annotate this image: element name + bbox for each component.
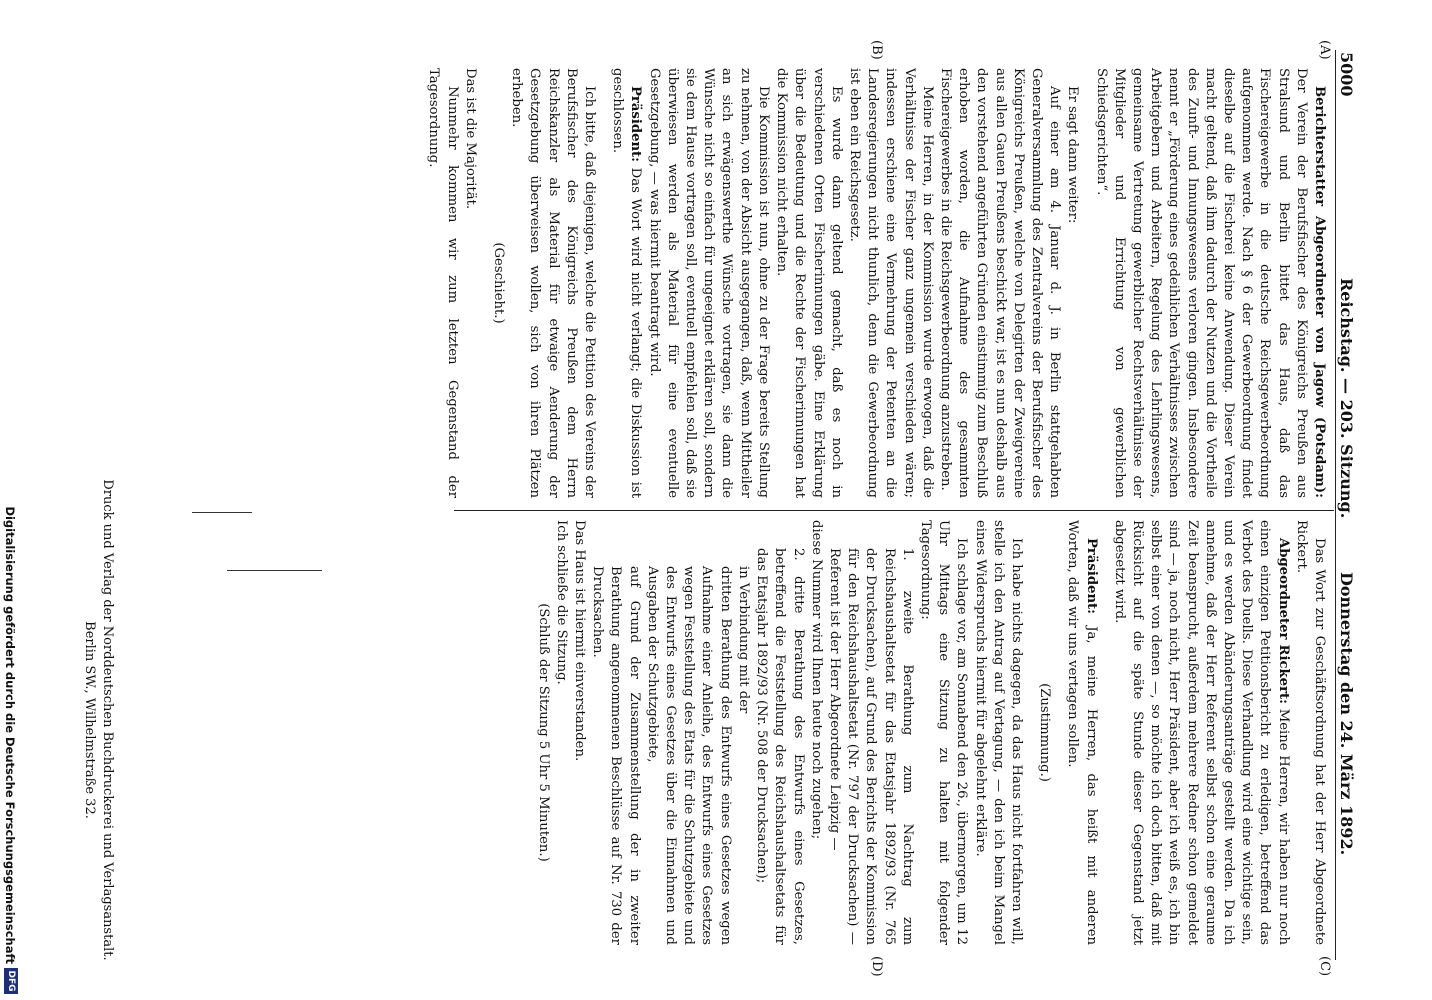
- paragraph-gap: [1025, 520, 1035, 945]
- session-date: Donnerstag den 24. März 1892.: [1337, 572, 1356, 856]
- paragraph: Er sagt dann weiter:: [1065, 86, 1081, 224]
- imprint-publisher: Druck und Verlag der Norddeutschen Buchdruckerei und Verlagsanstalt.: [100, 479, 115, 961]
- paragraph: Die Kommission ist nun, ohne zu der Frage bereits Stellung zu nehmen, von der Absicht ausgegangen, daß, wenn Mittheiler an sich erwägenswerthe Wünsche vortragen, sie dann die Wünsche nicht so einfach für ungeeignet erklären soll, sondern sie dem Hause vortragen soll, eventuell empfehlen soll, daß sie überwiesen werden als Material für eine eventuelle Gesetzgebung, — was hiermit beantragt wird.: [646, 68, 771, 498]
- paragraph: Das Wort zur Geschäftsordnung hat der Herr Abgeordnete Rickert.: [1293, 520, 1327, 945]
- agenda-item: 1. zweite Berathung zum Nachtrag zum Reichshaushaltsetat für das Etatsjahr 1892/93 (Nr. 765 der Drucksachen), auf Grund des Berichts der Kommission für den Reichshaushaltsetat (Nr. 797 der Drucksachen) — Referent ist der Herr Abgeordnete Leipzig —: [826, 548, 915, 945]
- paragraph-gap: [1081, 68, 1091, 498]
- end-separator-line: [227, 570, 322, 571]
- speech-text: Meine Herren, wir haben nur noch einen einzigen Petitionsbericht zu erledigen, betreffend das Verbot des Duells. Diese Verhandlung wird eine wichtige sein, und es werden Abänderungsanträge gestellt werden. Da ich annehme, daß der Herr Referent selbst schon eine geraume Zeit beansprucht, außerdem mehrere Redner schon gemeldet sind — ja, noch nicht, Herr Präsident, aber ich weiß es, ich bin selbst einer von denen —, so möchte ich doch bitten, daß mit Rücksicht auf die späte Stunde dieser Gegenstand jetzt abgesetzt wird.: [1111, 520, 1291, 945]
- paragraph: Ich schließe die Sitzung.: [553, 520, 569, 685]
- paragraph: Auf einer am 4. Januar d. J. in Berlin stattgehabten Generalversammlung des Zentralvereins der Berufsfischer des Königreichs Preußen, welche von Delegirten der Zweigvereine aus allen Gauen Preußens beschickt war, ist es nun deshalb aus den vorstehend angeführten Gründen einstimmig zum Beschluß erhoben worden, die Aufnahme des gesammten Fischereigewerbes in die Reichsgewerbeordnung anzustreben.: [937, 68, 1063, 498]
- interjection: (Schluß der Sitzung 5 Uhr 5 Minuten.): [535, 603, 551, 862]
- paragraph: Das Haus ist hiermit einverstanden.: [572, 520, 588, 762]
- paragraph: diese Nummer wird Ihnen heute noch zugehen;: [808, 520, 824, 840]
- paragraph: Ich habe nichts dagegen, da das Haus nicht fortfahren will, stelle ich den Antrag auf Vertagung, — den ich beim Mangel eines Widerspruchs hiermit für abgelehnt erkläre.: [972, 520, 1024, 945]
- paragraph-gap: [523, 520, 533, 945]
- agenda-subitem: auf Grund der Zusammenstellung der in zweiter Berathung angenommenen Beschlüsse auf Nr. 730 der Drucksachen.: [590, 566, 642, 945]
- margin-mark-a: (A): [1317, 40, 1332, 60]
- speech-text: Der Verein der Berufsfischer des Königreichs Preußen aus Stralsund und Berlin bittet das Haus, daß das Fischereigewerbe in die deutsche Reichsgewerbeordnung aufgenommen werde. Nach § 6 der Gewerbeordnung findet dieselbe auf die Fischerei keine Anwendung. Dieser Verein macht geltend, daß ihm dadurch der Nutzen und die Vortheile des Zunft- und Innungswesens verloren gingen. Insbesondere nennt er „Förderung eines gedeihlichen Verhältnisses zwischen Arbeitgebern und Arbeitern, Regelung des Lehrlingswesens, gemeinsame Vertretung gewerblicher Rechtsverhältnisse der Mitglieder und Errichtung von gewerblichen Schiedsgerichten“.: [1093, 68, 1309, 498]
- digitization-footer: [0, 100, 20, 1000]
- dfg-logo: DFG: [4, 968, 18, 994]
- agenda-subitem: in Verbindung mit der: [735, 566, 751, 714]
- paragraph: Ich schlage vor, am Sonnabend den 26., übermorgen, um 12 Uhr Mittags eine Sitzung zu halten mit folgender Tagesordnung:: [917, 520, 970, 945]
- column-divider: [454, 510, 1334, 511]
- speech-text: Ja, meine Herren, das heißt mit anderen Worten, daß wir uns vertagen sollen.: [1065, 520, 1099, 945]
- running-head: [1334, 0, 1360, 1000]
- imprint: [80, 440, 116, 1000]
- page-number: 5000: [1337, 52, 1356, 97]
- speech-text: Das Wort wird nicht verlangt; die Diskussion ist geschlossen.: [610, 68, 644, 498]
- agenda-subitem: dritten Berathung des Entwurfs eines Gesetzes wegen Aufnahme einer Anleihe, des Entwurfs eines Gesetzes wegen Feststellung des Etats für die Schutzgebiete und des Entwurfs eines Gesetzes über die Einnahmen und Ausgaben der Schutzgebiete,: [644, 566, 733, 945]
- session-title: Reichstag. — 203. Sitzung.: [1337, 278, 1356, 519]
- header-rule: [1335, 50, 1336, 960]
- speaker-name: Präsident:: [1083, 538, 1099, 615]
- margin-mark-d: (D): [869, 956, 884, 977]
- paragraph-gap: [1053, 520, 1063, 945]
- digitization-note: Digitalisierung gefördert durch die Deutsche Forschungsgemeinschaft: [3, 506, 17, 964]
- imprint-address: Berlin SW., Wilhelmstraße 32.: [82, 621, 97, 819]
- interjection: (Geschieht.): [491, 242, 507, 324]
- paragraph: Meine Herren, in der Kommission wurde erwogen, daß die Verhältnisse der Fischer ganz ungemein verschieden wären; indessen erschiene eine Vermehrung der Petenten an die Landesregierungen nicht thunlich, denn die Gewerbeordnung ist eben ein Reichsgesetz.: [846, 68, 935, 498]
- speaker-name: Abgeordneter Rickert:: [1275, 538, 1291, 704]
- margin-mark-b: (B): [869, 40, 884, 60]
- agenda-item: 2. dritte Berathung des Entwurfs eines Gesetzes, betreffend die Feststellung des Reichshaushaltsetats für das Etatsjahr 1892/93 (Nr. 508 der Drucksachen);: [754, 548, 806, 945]
- left-column: [424, 68, 1328, 498]
- paragraph-gap: [479, 68, 489, 498]
- paragraph: Ich bitte, daß diejenigen, welche die Petition des Vereins der Berufsfischer des Königreichs Preußen dem Herrn Reichskanzler als Material für etwaige Aenderung der Gesetzgebung überweisen wollen, sich von ihren Plätzen erheben.: [509, 68, 598, 498]
- paragraph: Nunmehr kommen wir zum letzten Gegenstand der Tagesordnung.: [426, 68, 460, 498]
- speaker-name: Berichterstatter Abgeordneter von Jagow (Potsdam):: [1312, 86, 1327, 498]
- speaker-name: Präsident:: [628, 86, 644, 163]
- margin-mark-c: (C): [1317, 956, 1332, 977]
- speech-paragraph: [1091, 68, 1328, 498]
- paragraph: Es wurde dann geltend gemacht, daß es noch in verschiedenen Orten Fischerinnungen gäbe. Eine Erklärung über die Bedeutung und die Rechte der Fischerinnungen hat die Kommission nicht erhalten.: [774, 68, 844, 498]
- speech-paragraph: [1110, 520, 1292, 945]
- interjection: (Zustimmung.): [1037, 683, 1053, 782]
- paragraph-gap: [598, 68, 608, 498]
- right-column: [523, 520, 1328, 945]
- speech-paragraph: [608, 68, 644, 498]
- speech-paragraph: [1063, 520, 1099, 945]
- paragraph: Das ist die Majorität.: [462, 68, 478, 210]
- paragraph-gap: [1100, 520, 1110, 945]
- end-separator-line: [192, 512, 252, 513]
